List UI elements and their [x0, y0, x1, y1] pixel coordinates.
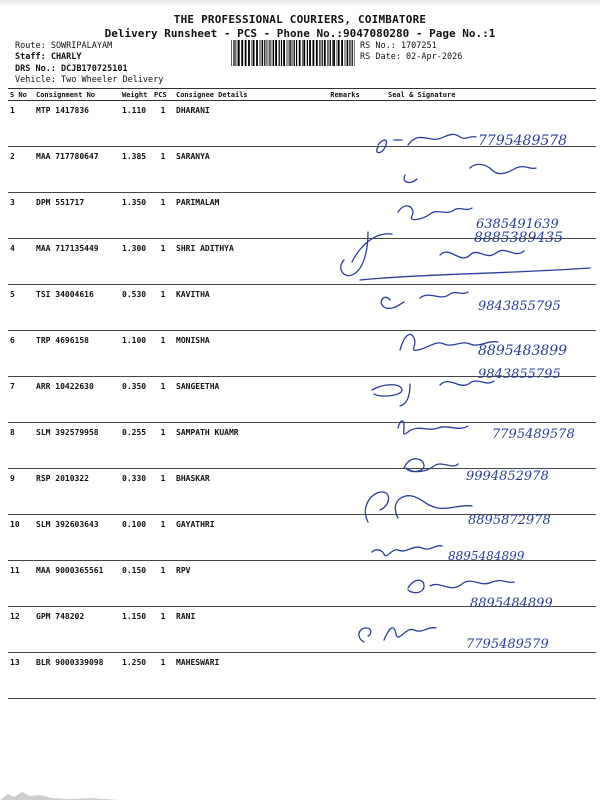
cell-consignment-no: SLM 392579958 — [34, 423, 120, 469]
cell-sno: 9 — [8, 469, 34, 515]
col-weight: Weight — [120, 89, 152, 101]
signature-phone-10: 8895872978 — [468, 513, 551, 528]
signature-phone-6: 8895483899 — [478, 343, 568, 359]
table-row — [8, 147, 596, 193]
cell-pcs: 1 — [152, 561, 174, 607]
cell-seal-signature — [366, 239, 596, 285]
cell-remarks — [324, 607, 366, 653]
vehicle-info: Vehicle: Two Wheeler Delivery — [15, 75, 164, 85]
cell-sno: 1 — [8, 101, 34, 147]
cell-remarks — [324, 515, 366, 561]
table-row — [8, 561, 596, 607]
cell-seal-signature — [366, 607, 596, 653]
cell-consignment-no: GPM 748202 — [34, 607, 120, 653]
cell-sno: 13 — [8, 653, 34, 699]
table-row — [8, 377, 596, 423]
cell-consignee: SHRI ADITHYA — [174, 239, 324, 285]
company-title: THE PROFESSIONAL COURIERS, COIMBATORE — [173, 13, 427, 26]
signature-phone-1: 7795489578 — [478, 133, 568, 149]
cell-sno: 10 — [8, 515, 34, 561]
cell-pcs: 1 — [152, 377, 174, 423]
table-row — [8, 101, 596, 147]
cell-weight: 0.100 — [120, 515, 152, 561]
cell-consignee: GAYATHRI — [174, 515, 324, 561]
signature-phone-13: 7795489579 — [466, 637, 549, 652]
cell-sno: 2 — [8, 147, 34, 193]
cell-consignment-no: SLM 392603643 — [34, 515, 120, 561]
cell-pcs: 1 — [152, 147, 174, 193]
table-row — [8, 331, 596, 377]
scan-top-edge — [0, 0, 600, 8]
cell-pcs: 1 — [152, 423, 174, 469]
scan-corner-artifact — [0, 786, 120, 800]
rs-date: RS Date: 02-Apr-2026 — [360, 52, 463, 62]
cell-consignee: SANGEETHA — [174, 377, 324, 423]
cell-consignment-no: MTP 1417836 — [34, 101, 120, 147]
cell-sno: 5 — [8, 285, 34, 331]
cell-seal-signature — [366, 147, 596, 193]
cell-remarks — [324, 193, 366, 239]
cell-sno: 11 — [8, 561, 34, 607]
staff-info: Staff: CHARLY — [15, 52, 82, 62]
col-consignment: Consignment No — [34, 89, 120, 101]
table-row — [8, 423, 596, 469]
cell-weight: 0.255 — [120, 423, 152, 469]
cell-consignee: MONISHA — [174, 331, 324, 377]
signature-phone-11: 8895484899 — [448, 549, 525, 563]
table-row — [8, 193, 596, 239]
cell-pcs: 1 — [152, 239, 174, 285]
cell-weight: 1.110 — [120, 101, 152, 147]
cell-weight: 0.330 — [120, 469, 152, 515]
cell-seal-signature — [366, 469, 596, 515]
cell-remarks — [324, 101, 366, 147]
cell-consignment-no: MAA 717780647 — [34, 147, 120, 193]
cell-consignment-no: TRP 4696158 — [34, 331, 120, 377]
cell-remarks — [324, 469, 366, 515]
cell-pcs: 1 — [152, 331, 174, 377]
cell-sno: 7 — [8, 377, 34, 423]
cell-remarks — [324, 377, 366, 423]
cell-seal-signature — [366, 423, 596, 469]
cell-sno: 8 — [8, 423, 34, 469]
cell-seal-signature — [366, 653, 596, 699]
cell-seal-signature — [366, 285, 596, 331]
cell-sno: 4 — [8, 239, 34, 285]
cell-consignment-no: MAA 9000365561 — [34, 561, 120, 607]
cell-consignment-no: DPM 551717 — [34, 193, 120, 239]
runsheet-table — [8, 88, 596, 699]
cell-pcs: 1 — [152, 653, 174, 699]
signature-phone-5: 9843855795 — [478, 299, 561, 314]
signature-phone-9: 9994852978 — [466, 469, 549, 484]
cell-consignee: MAHESWARI — [174, 653, 324, 699]
cell-pcs: 1 — [152, 193, 174, 239]
cell-weight: 1.250 — [120, 653, 152, 699]
table-row — [8, 653, 596, 699]
cell-sno: 3 — [8, 193, 34, 239]
signature-phone-12: 8895484899 — [470, 596, 553, 611]
cell-consignee: KAVITHA — [174, 285, 324, 331]
cell-sno: 12 — [8, 607, 34, 653]
cell-consignee: DHARANI — [174, 101, 324, 147]
cell-remarks — [324, 561, 366, 607]
route-info: Route: SOWRIPALAYAM — [15, 41, 113, 51]
col-sno: S No — [8, 89, 34, 101]
cell-weight: 1.350 — [120, 193, 152, 239]
signature-phone-7: 9843855795 — [478, 367, 561, 382]
cell-weight: 0.150 — [120, 561, 152, 607]
cell-seal-signature — [366, 331, 596, 377]
table-row — [8, 239, 596, 285]
signature-phone-3: 6385491639 — [476, 217, 559, 232]
table-row — [8, 607, 596, 653]
cell-consignee: SARANYA — [174, 147, 324, 193]
cell-consignment-no: ARR 10422630 — [34, 377, 120, 423]
cell-pcs: 1 — [152, 469, 174, 515]
col-pcs: PCS — [152, 89, 174, 101]
cell-consignee: BHASKAR — [174, 469, 324, 515]
table-header-row — [8, 89, 596, 101]
cell-consignment-no: BLR 9000339098 — [34, 653, 120, 699]
cell-consignment-no: MAA 717135449 — [34, 239, 120, 285]
cell-sno: 6 — [8, 331, 34, 377]
cell-weight: 0.530 — [120, 285, 152, 331]
col-signature: Seal & Signature — [366, 89, 596, 101]
cell-remarks — [324, 239, 366, 285]
cell-remarks — [324, 331, 366, 377]
table-row — [8, 469, 596, 515]
col-consignee: Consignee Details — [174, 89, 324, 101]
barcode-image — [231, 40, 356, 66]
cell-consignee: RPV — [174, 561, 324, 607]
cell-seal-signature — [366, 515, 596, 561]
cell-consignee: SAMPATH KUAMR — [174, 423, 324, 469]
cell-seal-signature — [366, 561, 596, 607]
cell-pcs: 1 — [152, 101, 174, 147]
table-row — [8, 515, 596, 561]
cell-pcs: 1 — [152, 607, 174, 653]
rs-number: RS No.: 1707251 — [360, 41, 437, 51]
signature-phone-8: 7795489578 — [492, 427, 575, 442]
cell-remarks — [324, 653, 366, 699]
cell-remarks — [324, 147, 366, 193]
col-remarks: Remarks — [324, 89, 366, 101]
cell-seal-signature — [366, 193, 596, 239]
cell-seal-signature — [366, 377, 596, 423]
cell-remarks — [324, 285, 366, 331]
cell-weight: 1.100 — [120, 331, 152, 377]
cell-weight: 1.300 — [120, 239, 152, 285]
cell-pcs: 1 — [152, 515, 174, 561]
cell-consignment-no: TSI 34004616 — [34, 285, 120, 331]
table-row — [8, 285, 596, 331]
signature-phone-4: 8885389435 — [474, 230, 564, 246]
cell-seal-signature — [366, 101, 596, 147]
cell-consignee: PARIMALAM — [174, 193, 324, 239]
cell-consignment-no: RSP 2010322 — [34, 469, 120, 515]
cell-weight: 1.150 — [120, 607, 152, 653]
cell-remarks — [324, 423, 366, 469]
cell-pcs: 1 — [152, 285, 174, 331]
cell-consignee: RANI — [174, 607, 324, 653]
runsheet-subtitle: Delivery Runsheet - PCS - Phone No.:9047080280 - Page No.:1 — [104, 27, 496, 40]
cell-weight: 1.385 — [120, 147, 152, 193]
cell-weight: 0.350 — [120, 377, 152, 423]
drs-info: DRS No.: DCJB170725101 — [15, 64, 128, 74]
